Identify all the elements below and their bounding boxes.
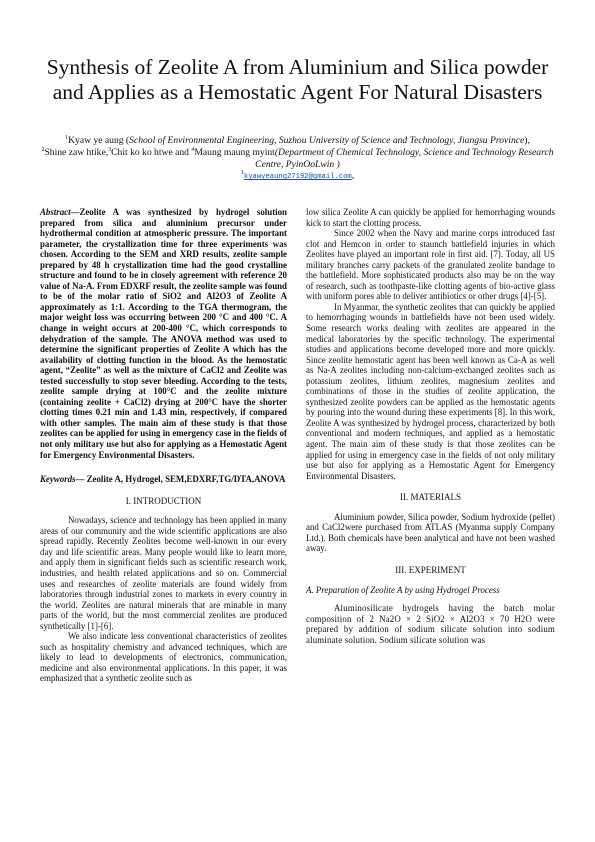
subsection-heading: A. Preparation of Zeolite A by using Hydrogel Process <box>306 584 500 595</box>
punct: ), <box>524 135 530 146</box>
section-heading-materials: II. MATERIALS <box>400 492 461 503</box>
paragraph: Aluminium powder, Silica powder, Sodium hydroxide (pellet) and CaCl2were purchased from ATLAS (Myanma supply Company Ltd.). Both chemicals have been analytical and have not been washed away. <box>306 511 555 554</box>
author-name: Kyaw ye aung ( <box>68 135 130 146</box>
author-sup: 4 <box>191 146 195 153</box>
paragraph: Since 2002 when the Navy and marine corps introduced fast clot and Hemcon in order to staunch battlefield injuries in which Zeolites have played an important role in first aid. [7]. Today, all US military branches carry packets of the granulated zeolite bandage to the battlefield. More sophisticated products also may be on the way of research, such as toothpaste-like clotting agents of bio-active glass with uniform pores able to deliver antibiotics or other drugs [4]-[5]. <box>306 228 555 302</box>
keywords-label: Keywords <box>40 474 76 485</box>
author-name: Maung maung myint <box>194 146 275 158</box>
left-column <box>40 207 287 684</box>
author-sup: 3 <box>108 146 112 153</box>
author-name: Chit ko ko htwe and <box>111 146 192 158</box>
author-line-1 <box>30 135 565 147</box>
keywords-text: — Zeolite A, Hydrogel, SEM,EDXRF,TG/DTA,ANOVA <box>75 474 286 485</box>
author-block <box>30 135 565 184</box>
section-heading-introduction: I. INTRODUCTION <box>125 495 202 506</box>
abstract <box>40 207 287 460</box>
paragraph: low silica Zeolite A can quickly be applied for hemorrhaging wounds kick to start the clotting process. <box>306 207 555 228</box>
paragraph: Aluminosilicate hydrogels having the batch molar composition of 2 Na2O × 2 SiO2 × Al2O3 × 70 H2O were prepared by addition of sodium silicate solution into sodium aluminate solution. Sodium silicate solution was <box>306 603 555 645</box>
paragraph: In Myanmar, the synthetic zeolites that can quickly be applied to hemorrhaging wounds in battlefields have not been used widely. Some research works dealing with zeolites are appeared in the medical laboratories by the specific technology. The experimental studies and applications become developed more and more quickly. Since zeolite hemostatic agent has been well known as Ca-A as well as Na-A zeolites including non-calcium-exchanged zeolites such as potassium zeolites, lithium zeolites, magnesium zeolites and combinations of those in the studies of zeolite application, the synthesized zeolite powders can be applied as the hemostatic agents by pouring into the wound during these experiments [8]. In this work, Zeolite A was synthesized by hydrogel process, characterized by both conventional and modern techniques, and applied as a hemostatic agent. The main aim of these study is that those zeolites can be applied for using in emergency case in the fields of not only military use but also for applying as a Hemostatic Agent for Emergency Environmental Disasters. <box>306 301 555 481</box>
abstract-label: Abstract <box>40 207 71 217</box>
author-sup: 1 <box>240 170 244 177</box>
abstract-text: —Zeolite A was synthesized by hydrogel solution prepared from silica and aluminium precursor under hydrothermal condition at atmospheric pressure. The important parameter, the crystallization time for three experiments was chosen. According to the SEM and XRD results, zeolite sample prepared by 48 h crystallization time had the good crystalline structure and found to be in closely agreement with reference 20 value of Na-A. From EDXRF result, the zeolite sample was found to be of the molar ratio of SiO2 and Al2O3 of Zeolite A approximately as 1:1. According to the TGA thermogram, the major weight loss was occurring between 200 °C and 400 °C. A change in weight occurs at 200-400 °C, which corresponds to dehydration of the sample. The ANOVA method was used to determine the significant properties of Zeolite A which has the availability of clotting function in the blood. As the hemostatic agent, “Zeolite” as well as the mixture of CaCl2 and Zeolite was tested successfully to stop sever bleeding. According to the tests, zeolite sample drying at 100°C and the zeolite mixture (containing zeolite + CaCl2) drying at 200°C have the shorter clotting times 0.21 min and 1.43 min, respectively, if compared with other samples. The main aim of these study is that those zeolites can be applied for using in emergency case in the fields of not only military use but also for applying as a Hemostatic Agent for Emergency Environmental Disasters. <box>40 207 287 460</box>
author-line-2 <box>30 147 565 171</box>
author-sup: 2 <box>41 146 45 153</box>
paragraph: We also indicate less conventional characteristics of zeolites such as hospitality chemistry and advanced techniques, which are likely to lead to developments of electronics, communication, medicine and also environmental applications. In this paper, it was emphasized that a synthetic zeolite such as <box>40 631 287 684</box>
author-email-line <box>30 170 565 184</box>
email-link[interactable]: kyawyeaung27192@gmail.com <box>243 173 352 182</box>
author-affiliation: (Department of Chemical Technology, Science and Technology Research Centre, PyinOoLwin ) <box>255 146 554 170</box>
author-name: Shine zaw htike, <box>44 146 109 158</box>
right-column <box>306 207 555 645</box>
keywords <box>40 474 287 485</box>
punct: , <box>351 170 355 182</box>
author-affiliation: School of Environmental Engineering, Suzhou University of Science and Technology, Jiangsu Province <box>129 135 525 146</box>
paper-title: Synthesis of Zeolite A from Aluminium and Silica powder and Applies as a Hemostatic Agent For Natural Disasters <box>46 55 549 104</box>
author-sup: 1 <box>65 134 69 141</box>
section-heading-experiment: III. EXPERIMENT <box>395 564 466 575</box>
paragraph: Nowadays, science and technology has been applied in many areas of our community and the wide scientific applications are also spread rapidly. Recently Zeolites become well-known in our every day and life scientific areas. Many people would like to learn more, and apply them in significant fields such as scientific research work, industries, and health related applications and so on. Commercial uses and researches of zeolite materials are found widely from laboratories through industrial zones to markets in every country in the world. Zeolites are natural minerals that are minable in many parts of the world, but the most commercial zeolites are produced synthetically [1]-[6]. <box>40 515 287 631</box>
